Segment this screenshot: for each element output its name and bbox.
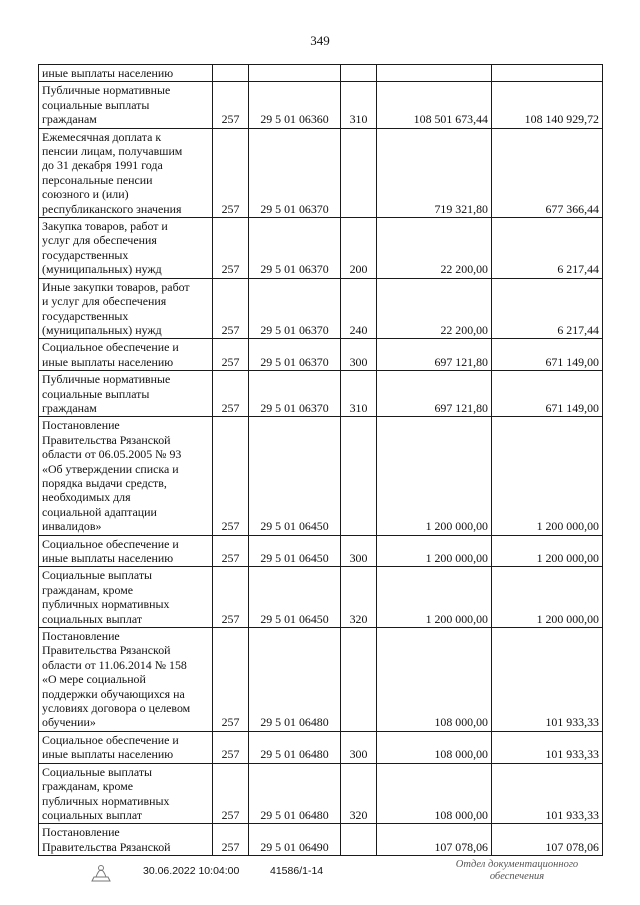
cell-vr [341, 628, 377, 732]
cell-sum-actual: 671 149,00 [492, 371, 603, 417]
table-row [39, 278, 603, 339]
cell-sum-actual: 107 078,06 [492, 824, 603, 856]
cell-csr: 29 5 01 06370 [249, 339, 341, 371]
cell-sum-actual: 101 933,33 [492, 628, 603, 732]
cell-sum-actual: 108 140 929,72 [492, 82, 603, 128]
cell-name: Публичные нормативные социальные выплаты гражданам [39, 82, 213, 128]
cell-name: Социальное обеспечение и иные выплаты населению [39, 535, 213, 567]
cell-vr: 310 [341, 82, 377, 128]
cell-sum-plan: 1 200 000,00 [377, 535, 492, 567]
cell-sum-plan: 108 000,00 [377, 763, 492, 824]
table-row [39, 128, 603, 217]
table-row [39, 824, 603, 856]
cell-sum-plan: 22 200,00 [377, 218, 492, 279]
cell-code: 257 [213, 731, 249, 763]
cell-csr: 29 5 01 06360 [249, 82, 341, 128]
cell-code: 257 [213, 339, 249, 371]
table-row [39, 567, 603, 628]
table-row [39, 371, 603, 417]
cell-name: Социальное обеспечение и иные выплаты населению [39, 339, 213, 371]
cell-code: 257 [213, 278, 249, 339]
cell-sum-plan: 108 501 673,44 [377, 82, 492, 128]
cell-code: 257 [213, 417, 249, 535]
cell-vr [341, 824, 377, 856]
cell-csr: 29 5 01 06370 [249, 278, 341, 339]
cell-name: Социальные выплаты гражданам, кроме публичных нормативных социальных выплат [39, 763, 213, 824]
cell-sum-actual: 671 149,00 [492, 339, 603, 371]
cell-sum-plan: 22 200,00 [377, 278, 492, 339]
footer-datetime: 30.06.2022 10:04:00 [143, 865, 240, 877]
cell-name: Постановление Правительства Рязанской области от 11.06.2014 № 158 «О мере социальной поддержки обучающихся на условиях договора о целевом обучении» [39, 628, 213, 732]
cell-sum-actual: 6 217,44 [492, 218, 603, 279]
cell-code: 257 [213, 535, 249, 567]
table-row [39, 417, 603, 535]
cell-vr [341, 65, 377, 82]
cell-sum-actual: 101 933,33 [492, 763, 603, 824]
cell-vr [341, 128, 377, 217]
cell-csr [249, 65, 341, 82]
table-row [39, 535, 603, 567]
cell-csr: 29 5 01 06450 [249, 535, 341, 567]
cell-csr: 29 5 01 06480 [249, 628, 341, 732]
cell-vr: 300 [341, 731, 377, 763]
cell-sum-plan: 697 121,80 [377, 339, 492, 371]
cell-code: 257 [213, 763, 249, 824]
cell-sum-plan: 108 000,00 [377, 731, 492, 763]
cell-vr [341, 417, 377, 535]
cell-code: 257 [213, 628, 249, 732]
table-row [39, 628, 603, 732]
cell-name: Социальное обеспечение и иные выплаты населению [39, 731, 213, 763]
table-row [39, 65, 603, 82]
cell-name: Закупка товаров, работ и услуг для обеспечения государственных (муниципальных) нужд [39, 218, 213, 279]
table-row [39, 82, 603, 128]
table-row [39, 339, 603, 371]
footer-department: Отдел документационного обеспечения [455, 859, 579, 882]
cell-name: Постановление Правительства Рязанской [39, 824, 213, 856]
cell-code: 257 [213, 824, 249, 856]
cell-name: Ежемесячная доплата к пенсии лицам, получавшим до 31 декабря 1991 года персональные пенсии союзного и (или) республиканского значения [39, 128, 213, 217]
cell-vr: 310 [341, 371, 377, 417]
budget-table [38, 64, 603, 856]
cell-sum-plan: 108 000,00 [377, 628, 492, 732]
cell-code: 257 [213, 218, 249, 279]
cell-csr: 29 5 01 06490 [249, 824, 341, 856]
cell-code: 257 [213, 82, 249, 128]
cell-sum-plan: 1 200 000,00 [377, 567, 492, 628]
cell-code: 257 [213, 128, 249, 217]
cell-csr: 29 5 01 06450 [249, 417, 341, 535]
cell-csr: 29 5 01 06370 [249, 371, 341, 417]
table-row [39, 731, 603, 763]
cell-vr: 200 [341, 218, 377, 279]
footer-doc-number: 41586/1-14 [270, 865, 324, 877]
cell-code: 257 [213, 371, 249, 417]
footer [0, 857, 640, 897]
cell-code: 257 [213, 567, 249, 628]
cell-name: иные выплаты населению [39, 65, 213, 82]
table-body [39, 65, 603, 856]
cell-csr: 29 5 01 06370 [249, 128, 341, 217]
cell-sum-actual: 1 200 000,00 [492, 567, 603, 628]
cell-vr: 320 [341, 567, 377, 628]
cell-vr: 300 [341, 339, 377, 371]
cell-name: Иные закупки товаров, работ и услуг для обеспечения государственных (муниципальных) нужд [39, 278, 213, 339]
coat-of-arms-icon [88, 859, 114, 885]
cell-sum-plan [377, 65, 492, 82]
cell-name: Социальные выплаты гражданам, кроме публичных нормативных социальных выплат [39, 567, 213, 628]
cell-vr: 240 [341, 278, 377, 339]
cell-sum-actual: 1 200 000,00 [492, 417, 603, 535]
table-row [39, 763, 603, 824]
cell-sum-actual: 101 933,33 [492, 731, 603, 763]
cell-sum-plan: 697 121,80 [377, 371, 492, 417]
cell-sum-plan: 1 200 000,00 [377, 417, 492, 535]
cell-name: Постановление Правительства Рязанской области от 06.05.2005 № 93 «Об утверждении списка и порядка выдачи средств, необходимых для социальной адаптации инвалидов» [39, 417, 213, 535]
table-row [39, 218, 603, 279]
cell-csr: 29 5 01 06480 [249, 731, 341, 763]
cell-sum-actual: 6 217,44 [492, 278, 603, 339]
cell-csr: 29 5 01 06370 [249, 218, 341, 279]
cell-code [213, 65, 249, 82]
cell-csr: 29 5 01 06450 [249, 567, 341, 628]
cell-sum-plan: 107 078,06 [377, 824, 492, 856]
cell-vr: 300 [341, 535, 377, 567]
page-number: 349 [310, 33, 330, 48]
cell-sum-actual: 677 366,44 [492, 128, 603, 217]
cell-sum-actual [492, 65, 603, 82]
cell-sum-plan: 719 321,80 [377, 128, 492, 217]
cell-name: Публичные нормативные социальные выплаты гражданам [39, 371, 213, 417]
cell-csr: 29 5 01 06480 [249, 763, 341, 824]
cell-vr: 320 [341, 763, 377, 824]
cell-sum-actual: 1 200 000,00 [492, 535, 603, 567]
